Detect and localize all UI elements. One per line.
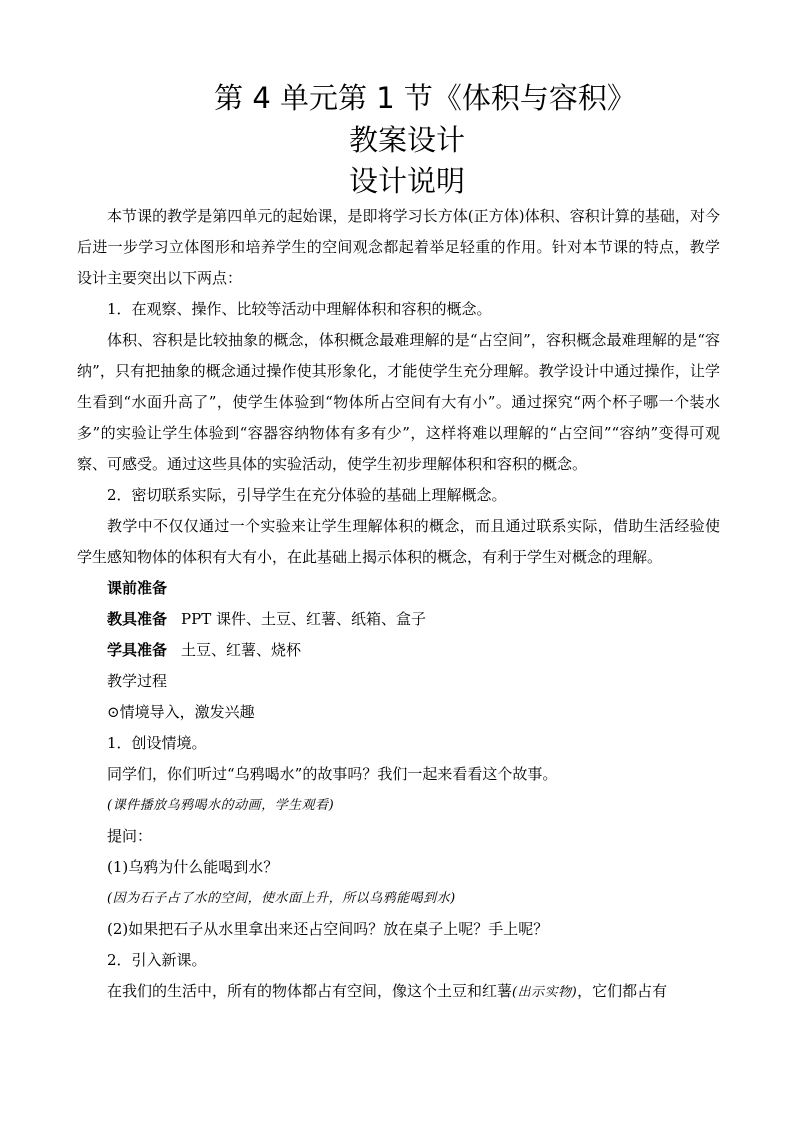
document-subtitle: 教案设计 (348, 123, 465, 157)
step1-note: (课件播放乌鸦喝水的动画，学生观看) (107, 798, 335, 813)
step1-heading: 1．创设情境。 (107, 734, 207, 752)
student-materials-label: 学具准备 (107, 641, 168, 659)
student-materials (77, 635, 720, 666)
question-1: (1)乌鸦为什么能喝到水？ (107, 858, 279, 876)
step2-text (77, 976, 720, 1008)
point1-heading: 1．在观察、操作、比较等活动中理解体积和容积的概念。 (107, 300, 492, 318)
section-title-design-notes: 设计说明 (348, 164, 465, 198)
point2-paragraph: 教学中不仅仅通过一个实验来让学生理解体积的概念，而且通过联系实际，借助生活经验使学生感知物体的体积有大有小，在此基础上揭示体积的概念，有利于学生对概念的理解。 (77, 517, 720, 566)
student-materials-items: 土豆、红薯、烧杯 (181, 641, 302, 659)
step1-text: 同学们，你们听过“乌鸦喝水”的故事吗？我们一起来看看这个故事。 (107, 765, 558, 783)
question-1-answer: (因为石子占了水的空间，使水面上升，所以乌鸦能喝到水) (107, 891, 456, 906)
document-title: 第 4 单元第 1 节《体积与容积》 (214, 81, 636, 115)
point2-heading: 2．密切联系实际，引导学生在充分体验的基础上理解概念。 (107, 486, 507, 504)
intro-paragraph: 本节课的教学是第四单元的起始课，是即将学习长方体(正方体)体积、容积计算的基础，对今后进一步学习立体图形和培养学生的空间观念都起着举足轻重的作用。针对本节课的特点，教学设计主要突出以下两点： (77, 207, 720, 287)
ask-label: 提问： (107, 827, 153, 845)
point1-paragraph: 体积、容积是比较抽象的概念，体积概念最难理解的是“占空间”，容积概念最难理解的是“容纳”，只有把抽象的概念通过操作使其形象化，才能使学生充分理解。教学设计中通过操作，让学生看到“水面升高了”，使学生体验到“物体所占空间有大有小”。通过探究“两个杯子哪一个装水多”的实验让学生体验到“容器容纳物体有多有少”，这样将难以理解的“占空间”“容纳”变得可观察、可感受。通过这些具体的实验活动，使学生初步理解体积和容积的概念。 (77, 331, 720, 473)
step2-heading: 2．引入新课。 (107, 951, 207, 969)
teacher-materials-items: PPT 课件、土豆、红薯、纸箱、盒子 (181, 610, 426, 628)
document-body (77, 201, 720, 1008)
step2-note: (出示实物) (512, 985, 578, 1000)
step2-text-a: 在我们的生活中，所有的物体都占有空间，像这个土豆和红薯 (107, 982, 513, 1000)
process-heading: 教学过程 (107, 672, 168, 690)
question-2: (2)如果把石子从水里拿出来还占空间吗？放在桌子上呢？手上呢？ (107, 920, 549, 938)
teacher-materials (77, 604, 720, 635)
step2-text-b: ，它们都占有 (577, 982, 668, 1000)
teacher-materials-label: 教具准备 (107, 610, 168, 628)
section-situation-intro: ⊙情境导入，激发兴趣 (107, 703, 255, 721)
prep-heading: 课前准备 (107, 579, 168, 597)
